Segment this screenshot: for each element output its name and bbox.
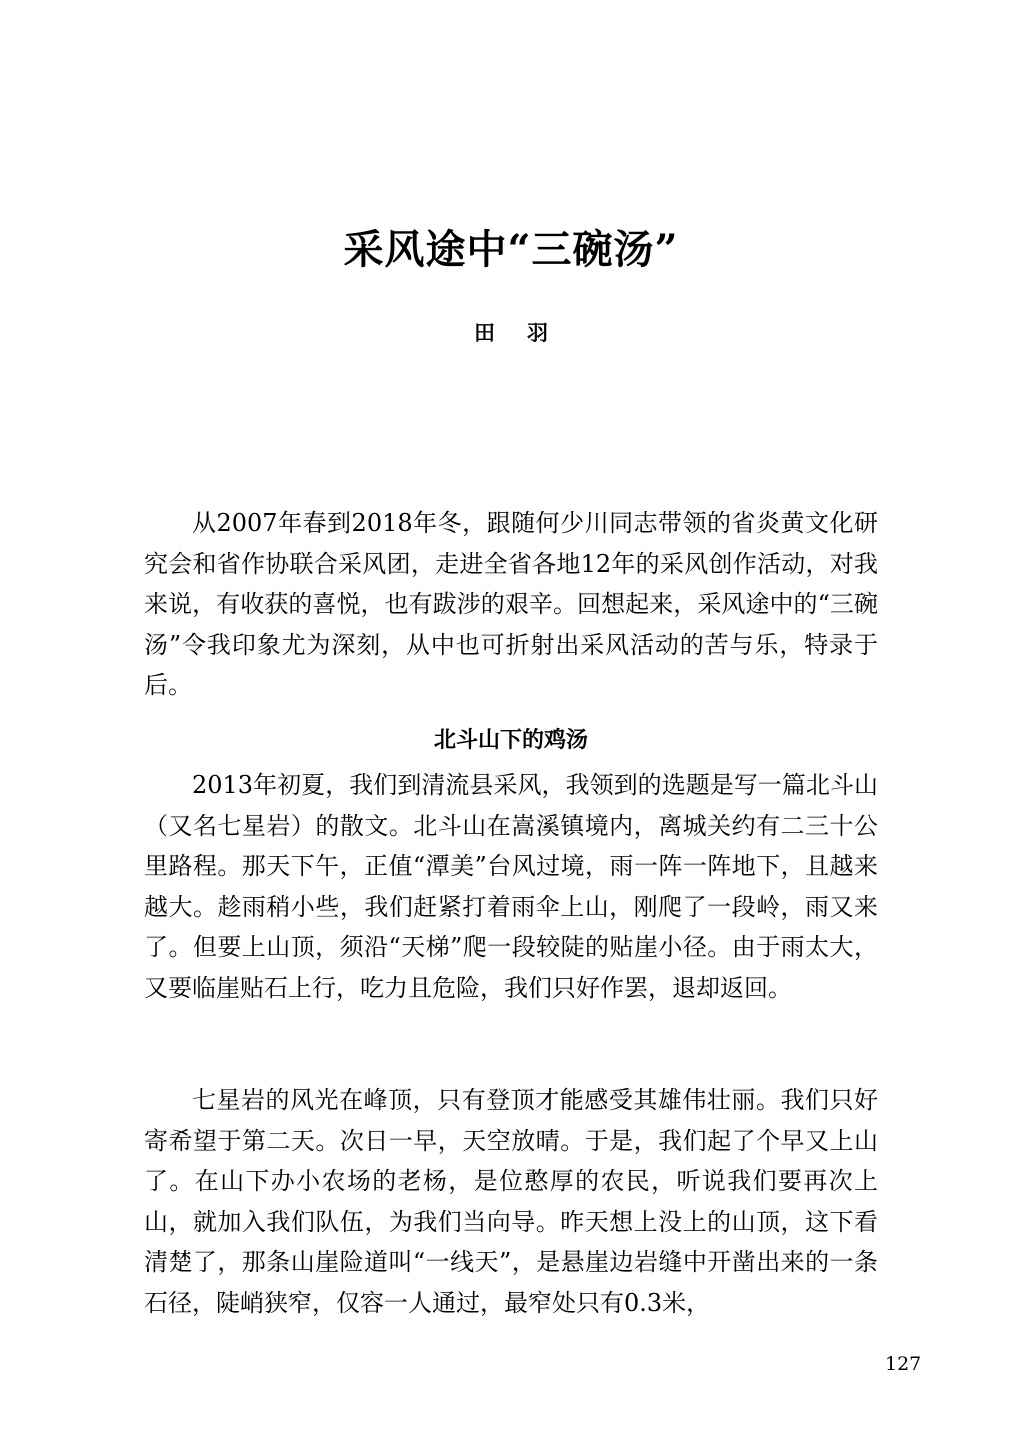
body-paragraph: 2013年初夏，我们到清流县采风，我领到的选题是写一篇北斗山（又名七星岩）的散文。北斗山在嵩溪镇境内，离城关约有二三十公里路程。那天下午，正值“潭美”台风过境，雨一阵一阵地下，且越来越大。趁雨稍小些，我们赶紧打着雨伞上山，刚爬了一段岭，雨又来了。但要上山顶，须沿“天梯”爬一段较陡的贴崖小径。由于雨太大，又要临崖贴石上行，吃力且危险，我们只好作罢，退却返回。 xyxy=(144,771,878,1002)
body-paragraph: 七星岩的风光在峰顶，只有登顶才能感受其雄伟壮丽。我们只好寄希望于第二天。次日一早，天空放晴。于是，我们起了个早又上山了。在山下办小农场的老杨，是位憨厚的农民，听说我们要再次上山，就加入我们队伍，为我们当向导。昨天想上没上的山顶，这下看清楚了，那条山崖险道叫“一线天”，是悬崖边岩缝中开凿出来的一条石径，陡峭狭窄，仅容一人通过，最窄处只有0.3米， xyxy=(144,1086,878,1317)
page-number: 127 xyxy=(885,1353,922,1375)
article-author: 田羽 xyxy=(474,320,580,345)
article-title: 采风途中“三碗汤” xyxy=(343,226,679,273)
section-heading: 北斗山下的鸡汤 xyxy=(433,728,588,753)
intro-paragraph: 从2007年春到2018年冬，跟随何少川同志带领的省炎黄文化研究会和省作协联合采风团，走进全省各地12年的采风创作活动，对我来说，有收获的喜悦，也有跋涉的艰辛。回想起来，采风途中的“三碗汤”令我印象尤为深刻，从中也可折射出采风活动的苦与乐，特录于后。 xyxy=(144,509,878,699)
